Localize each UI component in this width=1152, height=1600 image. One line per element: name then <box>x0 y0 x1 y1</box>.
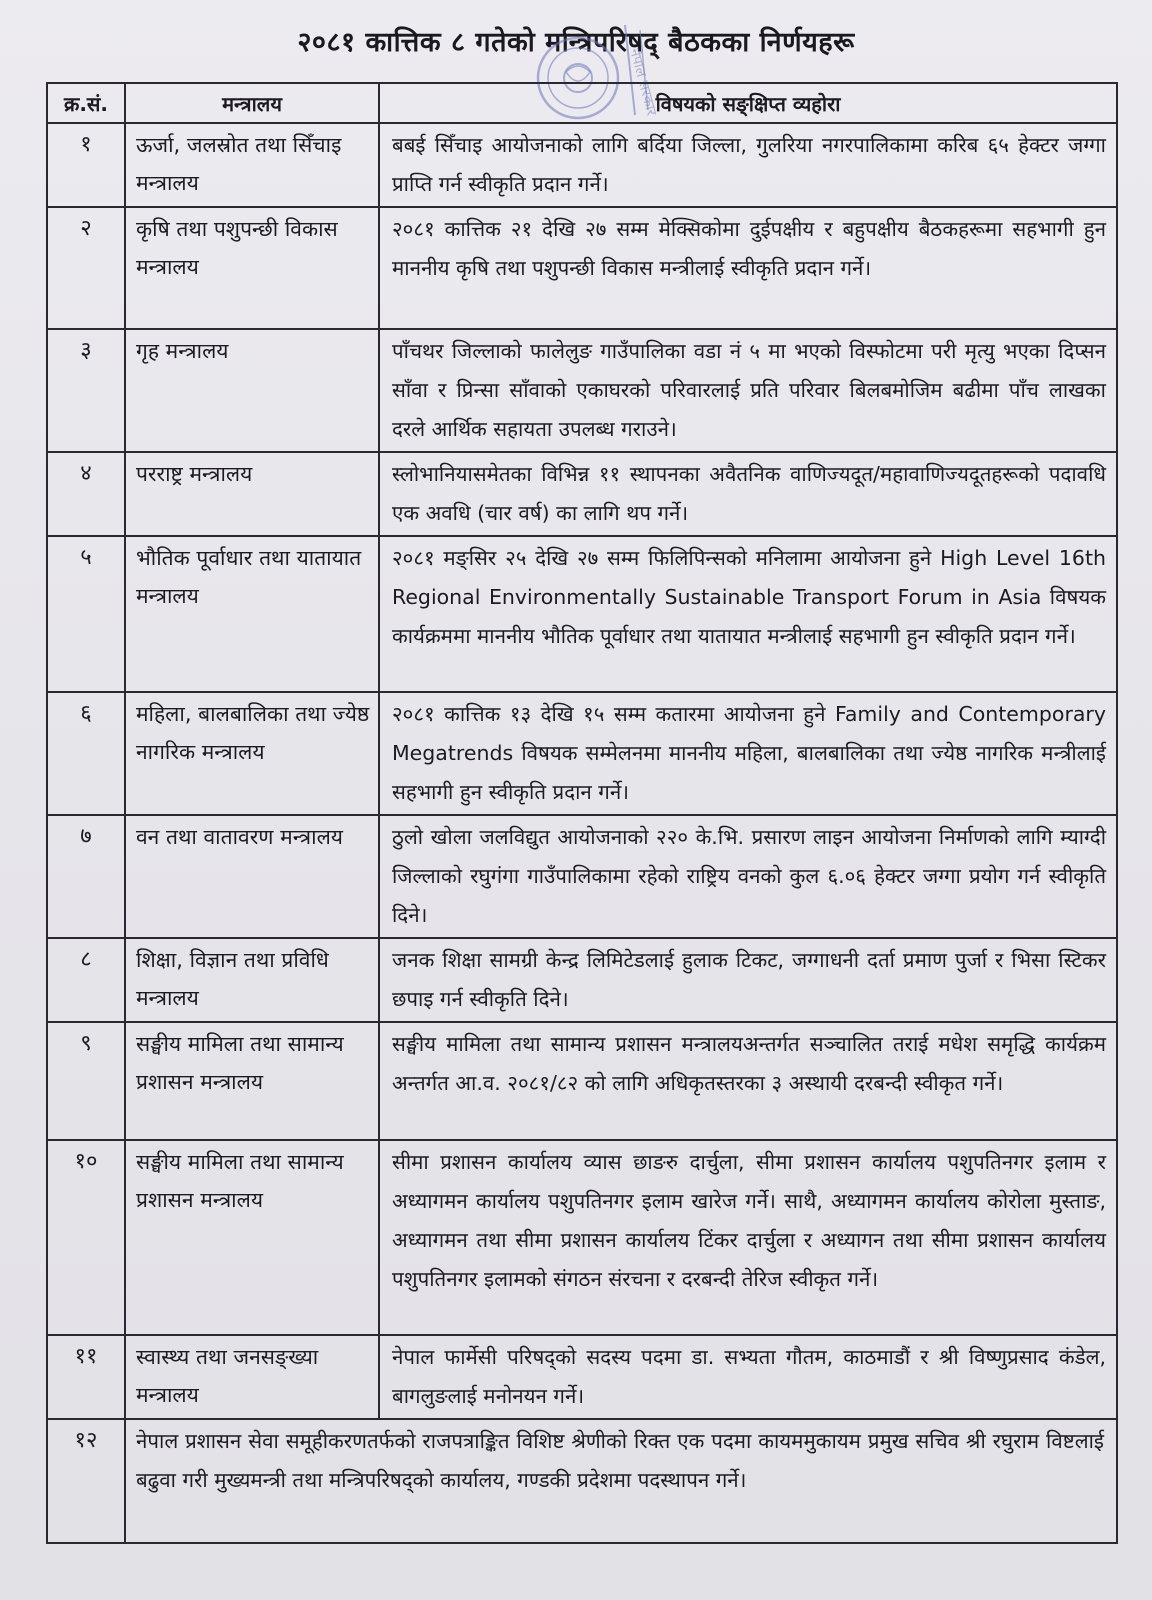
row-decision: सङ्घीय मामिला तथा सामान्य प्रशासन मन्त्रालयअन्तर्गत सञ्चालित तराई मधेश समृद्धि कार्यक्रम अन्तर्गत आ.व. २०८१/८२ को लागि अधिकृतस्तरका ३ अस्थायी दरबन्दी स्वीकृत गर्ने। <box>379 1022 1117 1140</box>
row-ministry: वन तथा वातावरण मन्त्रालय <box>125 815 379 938</box>
table-row <box>47 536 1117 692</box>
table-row <box>47 815 1117 938</box>
row-serial-number: १ <box>47 123 125 207</box>
row-ministry: स्वास्थ्य तथा जनसङ्ख्या मन्त्रालय <box>125 1335 379 1419</box>
row-serial-number: ७ <box>47 815 125 938</box>
table-row <box>47 123 1117 207</box>
row-serial-number: ९ <box>47 1022 125 1140</box>
seal-text: नेपाल सरकार <box>626 46 660 118</box>
row-ministry: गृह मन्त्रालय <box>125 329 379 452</box>
row-ministry: कृषि तथा पशुपन्छी विकास मन्त्रालय <box>125 207 379 329</box>
row-ministry: परराष्ट्र मन्त्रालय <box>125 452 379 536</box>
table-row <box>47 1140 1117 1335</box>
row-decision: बबई सिँचाइ आयोजनाको लागि बर्दिया जिल्ला, गुलरिया नगरपालिकामा करिब ६५ हेक्टर जग्गा प्राप्ति गर्न स्वीकृति प्रदान गर्ने। <box>379 123 1117 207</box>
row-serial-number: १२ <box>47 1419 125 1543</box>
row-decision: २०८१ मङ्सिर २५ देखि २७ सम्म फिलिपिन्सको मनिलामा आयोजना हुने High Level 16th Regional Environmentally Sustainable Transport Forum in Asia विषयक कार्यक्रममा माननीय भौतिक पूर्वाधार तथा यातायात मन्त्रीलाई सहभागी हुन स्वीकृति प्रदान गर्ने। <box>379 536 1117 692</box>
table-header-row <box>47 83 1117 123</box>
header-ministry: मन्त्रालय <box>125 83 379 123</box>
table-row <box>47 692 1117 815</box>
row-ministry: महिला, बालबालिका तथा ज्येष्ठ नागरिक मन्त्रालय <box>125 692 379 815</box>
row-serial-number: ४ <box>47 452 125 536</box>
row-serial-number: ६ <box>47 692 125 815</box>
row-ministry: ऊर्जा, जलस्रोत तथा सिँचाइ मन्त्रालय <box>125 123 379 207</box>
table-row <box>47 452 1117 536</box>
row-decision: २०८१ कात्तिक २१ देखि २७ सम्म मेक्सिकोमा दुईपक्षीय र बहुपक्षीय बैठकहरूमा सहभागी हुन माननीय कृषि तथा पशुपन्छी विकास मन्त्रीलाई स्वीकृति प्रदान गर्ने। <box>379 207 1117 329</box>
row-ministry: शिक्षा, विज्ञान तथा प्रविधि मन्त्रालय <box>125 938 379 1022</box>
row-serial-number: ११ <box>47 1335 125 1419</box>
table-row <box>47 938 1117 1022</box>
document-title: २०८१ कात्तिक ८ गतेको मन्त्रिपरिषद् बैठकका निर्णयहरू <box>297 27 855 58</box>
row-ministry: भौतिक पूर्वाधार तथा यातायात मन्त्रालय <box>125 536 379 692</box>
row-serial-number: ५ <box>47 536 125 692</box>
row-decision: नेपाल प्रशासन सेवा समूहीकरणतर्फको राजपत्राङ्कित विशिष्ट श्रेणीको रिक्त एक पदमा कायममुकायम प्रमुख सचिव श्री रघुराम विष्टलाई बढुवा गरी मुख्यमन्त्री तथा मन्त्रिपरिषद्को कार्यालय, गण्डकी प्रदेशमा पदस्थापन गर्ने। <box>125 1419 1117 1543</box>
header-decision-summary: विषयको सङ्क्षिप्त व्यहोरा <box>379 83 1117 123</box>
row-serial-number: १० <box>47 1140 125 1335</box>
table-row <box>47 207 1117 329</box>
row-decision: ठुलो खोला जलविद्युत आयोजनाको २२० के.भि. प्रसारण लाइन आयोजना निर्माणको लागि म्याग्दी जिल्लाको रघुगंगा गाउँपालिकामा रहेको राष्ट्रिय वनको कुल ६.०६ हेक्टर जग्गा प्रयोग गर्न स्वीकृति दिने। <box>379 815 1117 938</box>
table-row <box>47 329 1117 452</box>
header-serial-number: क्र.सं. <box>47 83 125 123</box>
decisions-table <box>46 82 1118 1544</box>
row-serial-number: ३ <box>47 329 125 452</box>
row-decision: नेपाल फार्मेसी परिषद्को सदस्य पदमा डा. सभ्यता गौतम, काठमाडौं र श्री विष्णुप्रसाद कंडेल, बागलुङलाई मनोनयन गर्ने। <box>379 1335 1117 1419</box>
row-serial-number: ८ <box>47 938 125 1022</box>
row-serial-number: २ <box>47 207 125 329</box>
row-decision: सीमा प्रशासन कार्यालय व्यास छाङरु दार्चुला, सीमा प्रशासन कार्यालय पशुपतिनगर इलाम र अध्यागमन कार्यालय पशुपतिनगर इलाम खारेज गर्ने। साथै, अध्यागमन कार्यालय कोरोला मुस्ताङ, अध्यागमन तथा सीमा प्रशासन कार्यालय टिंकर दार्चुला र अध्यागन तथा सीमा प्रशासन कार्यालय पशुपतिनगर इलामको संगठन संरचना र दरबन्दी तेरिज स्वीकृत गर्ने। <box>379 1140 1117 1335</box>
table-row-merged <box>47 1419 1117 1543</box>
table-row <box>47 1022 1117 1140</box>
table-row <box>47 1335 1117 1419</box>
row-decision: जनक शिक्षा सामग्री केन्द्र लिमिटेडलाई हुलाक टिकट, जग्गाधनी दर्ता प्रमाण पुर्जा र भिसा स्टिकर छपाइ गर्न स्वीकृति दिने। <box>379 938 1117 1022</box>
row-ministry: सङ्घीय मामिला तथा सामान्य प्रशासन मन्त्रालय <box>125 1140 379 1335</box>
row-ministry: सङ्घीय मामिला तथा सामान्य प्रशासन मन्त्रालय <box>125 1022 379 1140</box>
row-decision: पाँचथर जिल्लाको फालेलुङ गाउँपालिका वडा नं ५ मा भएको विस्फोटमा परी मृत्यु भएका दिप्सन साँवा र प्रिन्सा साँवाको एकाघरको परिवारलाई प्रति परिवार बिलबमोजिम बढीमा पाँच लाखका दरले आर्थिक सहायता उपलब्ध गराउने। <box>379 329 1117 452</box>
row-decision: २०८१ कात्तिक १३ देखि १५ सम्म कतारमा आयोजना हुने Family and Contemporary Megatrends विषयक सम्मेलनमा माननीय महिला, बालबालिका तथा ज्येष्ठ नागरिक मन्त्रीलाई सहभागी हुन स्वीकृति प्रदान गर्ने। <box>379 692 1117 815</box>
row-decision: स्लोभानियासमेतका विभिन्न ११ स्थापनका अवैतनिक वाणिज्यदूत/महावाणिज्यदूतहरूको पदावधि एक अवधि (चार वर्ष) का लागि थप गर्ने। <box>379 452 1117 536</box>
